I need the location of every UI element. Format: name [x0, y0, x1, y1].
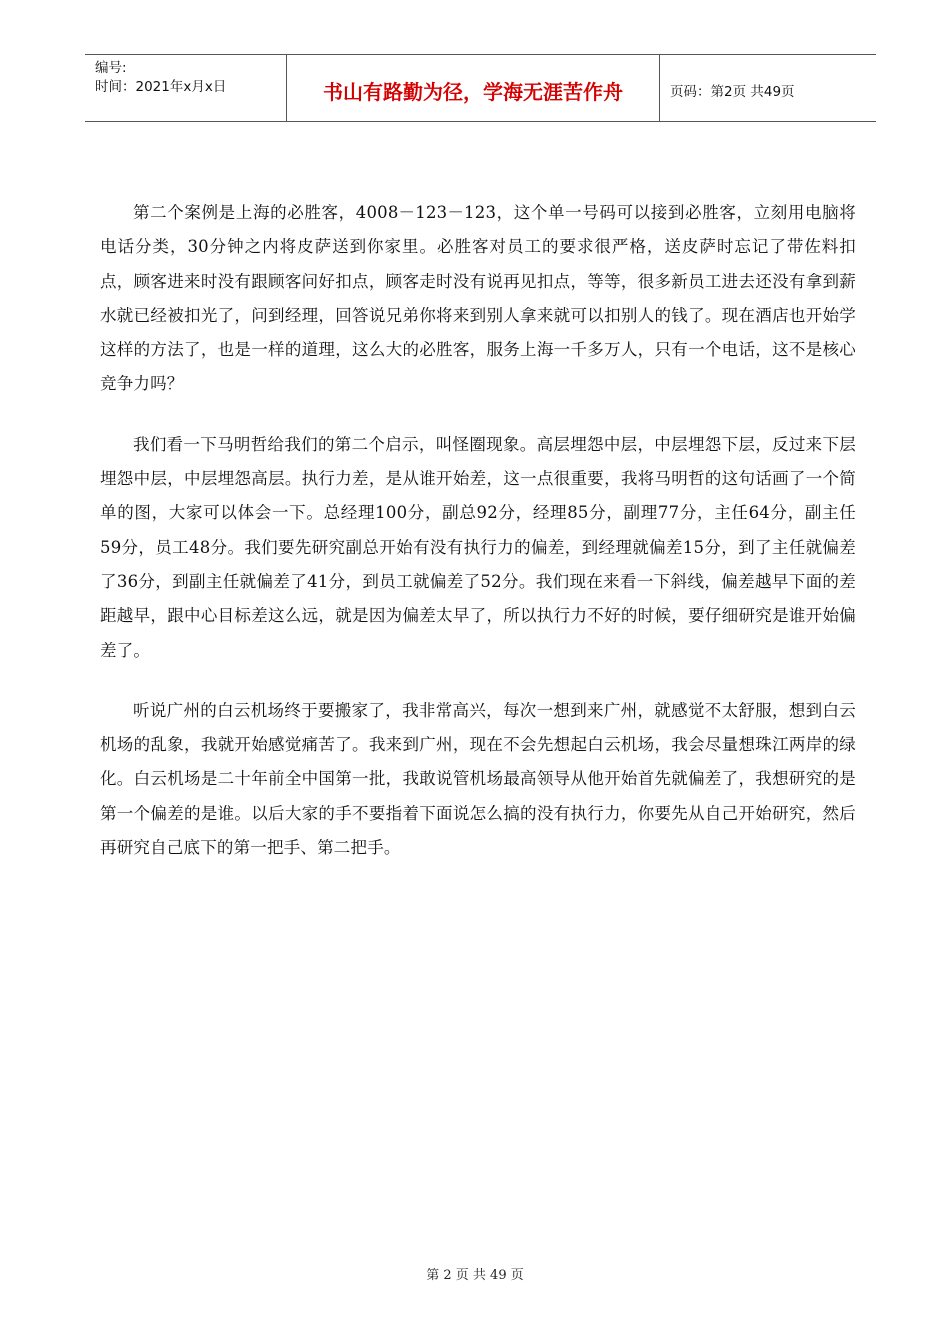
header-motto: 书山有路勤为径，学海无涯苦作舟: [287, 55, 660, 121]
paragraph-execution-deviation: 我们看一下马明哲给我们的第二个启示，叫怪圈现象。高层埋怨中层，中层埋怨下层，反过来下层埋怨中层，中层埋怨高层。执行力差，是从谁开始差，这一点很重要，我将马明哲的这句话画了一个简单的图，大家可以体会一下。总经理100分，副总92分，经理85分，副理77分，主任64分，副主任59分，员工48分。我们要先研究副总开始有没有执行力的偏差，到经理就偏差15分，到了主任就偏差了36分，到副主任就偏差了41分，到员工就偏差了52分。我们现在来看一下斜线，偏差越早下面的差距越早，跟中心目标差这么远，就是因为偏差太早了，所以执行力不好的时候，要仔细研究是谁开始偏差了。: [100, 434, 856, 660]
document-time-label: 时间：2021年x月x日: [95, 79, 227, 95]
paragraph-baiyun-airport: 听说广州的白云机场终于要搬家了，我非常高兴，每次一想到来广州，就感觉不太舒服，想到白云机场的乱象，我就开始感觉痛苦了。我来到广州，现在不会先想起白云机场，我会尽量想珠江两岸的绿化。白云机场是二十年前全中国第一批，我敢说管机场最高领导从他开始首先就偏差了，我想研究的是第一个偏差的是谁。以后大家的手不要指着下面说怎么搞的没有执行力，你要先从自己开始研究，然后再研究自己底下的第一把手、第二把手。: [100, 700, 856, 858]
document-body: [100, 196, 856, 865]
header-page-info: 页码：第2页 共49页: [670, 84, 795, 100]
paragraph-pizza-hut-case: 第二个案例是上海的必胜客，4008－123－123，这个单一号码可以接到必胜客，立刻用电脑将电话分类，30分钟之内将皮萨送到你家里。必胜客对员工的要求很严格，送皮萨时忘记了带佐料扣点，顾客进来时没有跟顾客问好扣点，顾客走时没有说再见扣点，等等，很多新员工进去还没有拿到薪水就已经被扣光了，问到经理，回答说兄弟你将来到别人拿来就可以扣别人的钱了。现在酒店也开始学这样的方法了，也是一样的道理，这么大的必胜客，服务上海一千多万人，只有一个电话，这不是核心竞争力吗？: [100, 203, 856, 394]
header-meta: [85, 55, 287, 121]
page-header: [85, 54, 876, 122]
document-number-label: 编号:: [95, 60, 127, 76]
page-footer: 第 2 页 共 49 页: [426, 1268, 524, 1283]
